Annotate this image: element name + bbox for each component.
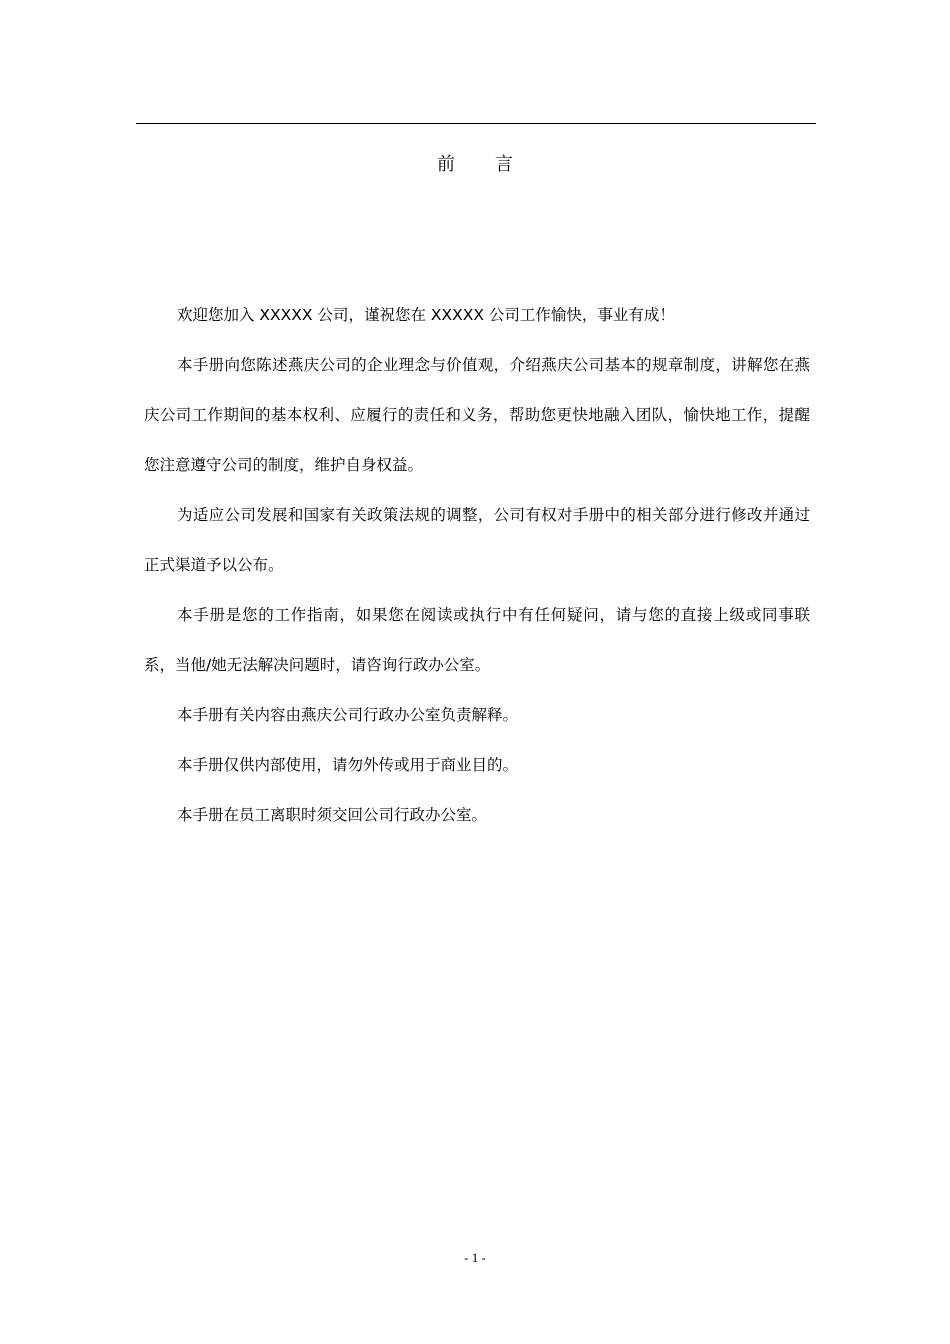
paragraph-interpretation: 本手册有关内容由燕庆公司行政办公室负责解释。 [177, 706, 519, 724]
paragraph-return: 本手册在员工离职时须交回公司行政办公室。 [177, 806, 488, 824]
paragraph-internal-use: 本手册仅供内部使用，请勿外传或用于商业目的。 [177, 756, 519, 774]
paragraph-purpose: 本手册向您陈述燕庆公司的企业理念与价值观，介绍燕庆公司基本的规章制度，讲解您在燕庆公司工作期间的基本权利、应履行的责任和义务，帮助您更快地融入团队，愉快地工作，提醒您注意遵守公司的制度，维护自身权益。 [144, 356, 810, 474]
paragraph-welcome: 欢迎您加入 XXXXX 公司，谨祝您在 XXXXX 公司工作愉快，事业有成！ [177, 306, 675, 324]
preface-body [144, 290, 810, 840]
header-rule [136, 123, 816, 124]
paragraph-guide: 本手册是您的工作指南，如果您在阅读或执行中有任何疑问，请与您的直接上级或同事联系，当他/她无法解决问题时，请咨询行政办公室。 [144, 606, 810, 674]
paragraph-amendment: 为适应公司发展和国家有关政策法规的调整，公司有权对手册中的相关部分进行修改并通过正式渠道予以公布。 [144, 506, 810, 574]
page-number: - 1 - [464, 1250, 486, 1265]
page-title: 前言 [437, 154, 553, 175]
